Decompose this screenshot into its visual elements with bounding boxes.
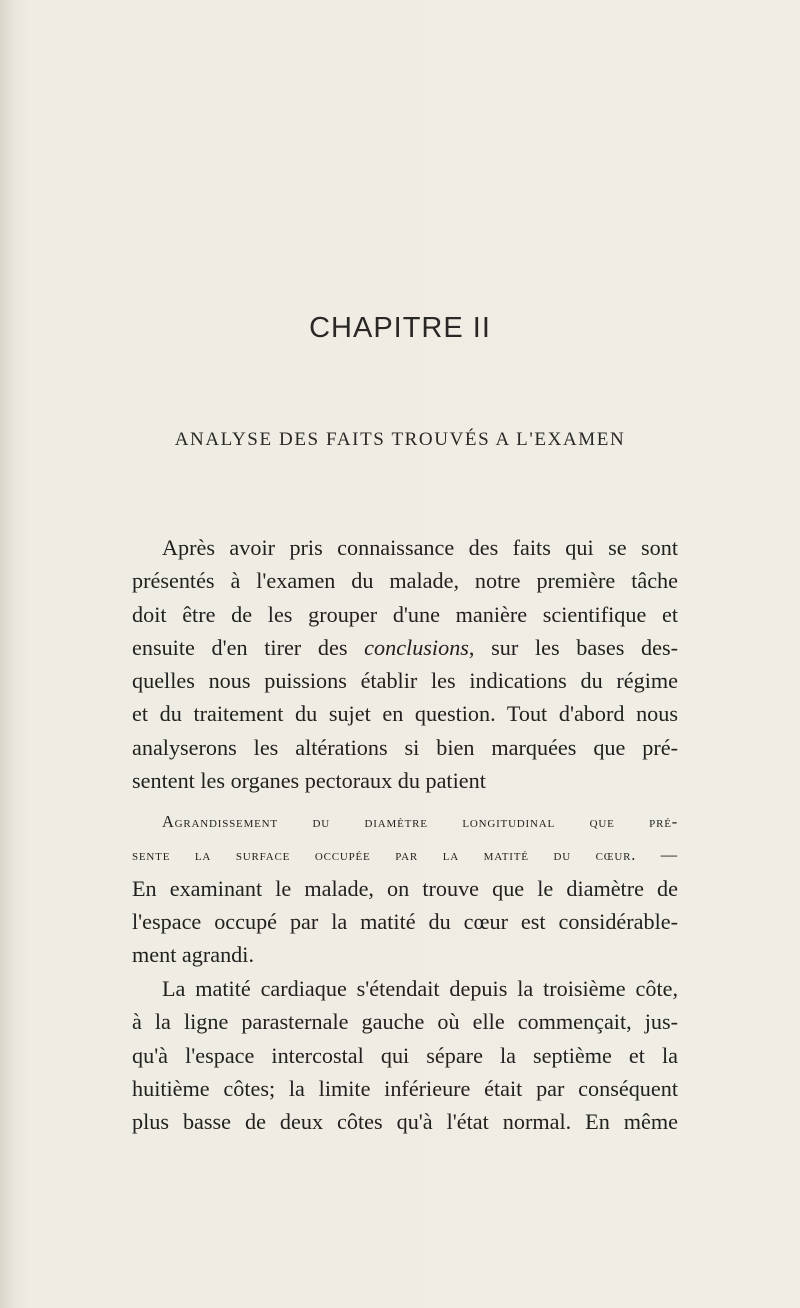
text-segment: ensuite d'en tirer des xyxy=(132,634,365,660)
text-line: Après avoir pris connaissance des faits qui se sont xyxy=(162,535,678,560)
text-line: à la ligne parasternale gauche où elle commençait, jus- xyxy=(132,1009,678,1035)
text-line: quelles nous puissions établir les indications du régime xyxy=(132,668,678,694)
chapter-title: CHAPITRE II xyxy=(309,312,491,344)
run-in-heading: sente la surface occupée par la matité du cœur. — xyxy=(132,845,678,865)
section-title xyxy=(0,429,800,451)
text-line: analyserons les altérations si bien marquées que pré- xyxy=(132,734,678,760)
text-line: plus basse de deux côtes qu'à l'état normal. En même xyxy=(132,1109,678,1135)
text-line: sentent les organes pectoraux du patient xyxy=(132,768,486,794)
text-line: qu'à l'espace intercostal qui sépare la septième et la xyxy=(132,1042,678,1068)
text-line: l'espace occupé par la matité du cœur est considérable- xyxy=(132,908,678,934)
paragraph-intro xyxy=(132,531,678,797)
text-line xyxy=(132,631,678,664)
text-line: doit être de les grouper d'une manière scientifique et xyxy=(132,601,678,627)
emphasis-text: conclusions xyxy=(364,634,469,660)
text-segment: , sur les bases des- xyxy=(468,634,678,660)
text-line: En examinant le malade, on trouve que le diamètre de xyxy=(132,875,678,901)
text-line: ment agrandi. xyxy=(132,942,254,968)
paragraph-heading-section xyxy=(132,805,678,971)
paragraph-matite xyxy=(132,972,678,1138)
text-line: huitième côtes; la limite inférieure était par conséquent xyxy=(132,1075,678,1101)
text-line: et du traitement du sujet en question. Tout d'abord nous xyxy=(132,701,678,727)
run-in-heading: Agrandissement du diamètre longitudinal que pré- xyxy=(162,812,678,831)
text-line: présentés à l'examen du malade, notre première tâche xyxy=(132,568,678,594)
section-title-text: ANALYSE DES FAITS TROUVÉS A L'EXAMEN xyxy=(174,429,626,450)
text-line: La matité cardiaque s'étendait depuis la troisième côte, xyxy=(162,976,678,1001)
